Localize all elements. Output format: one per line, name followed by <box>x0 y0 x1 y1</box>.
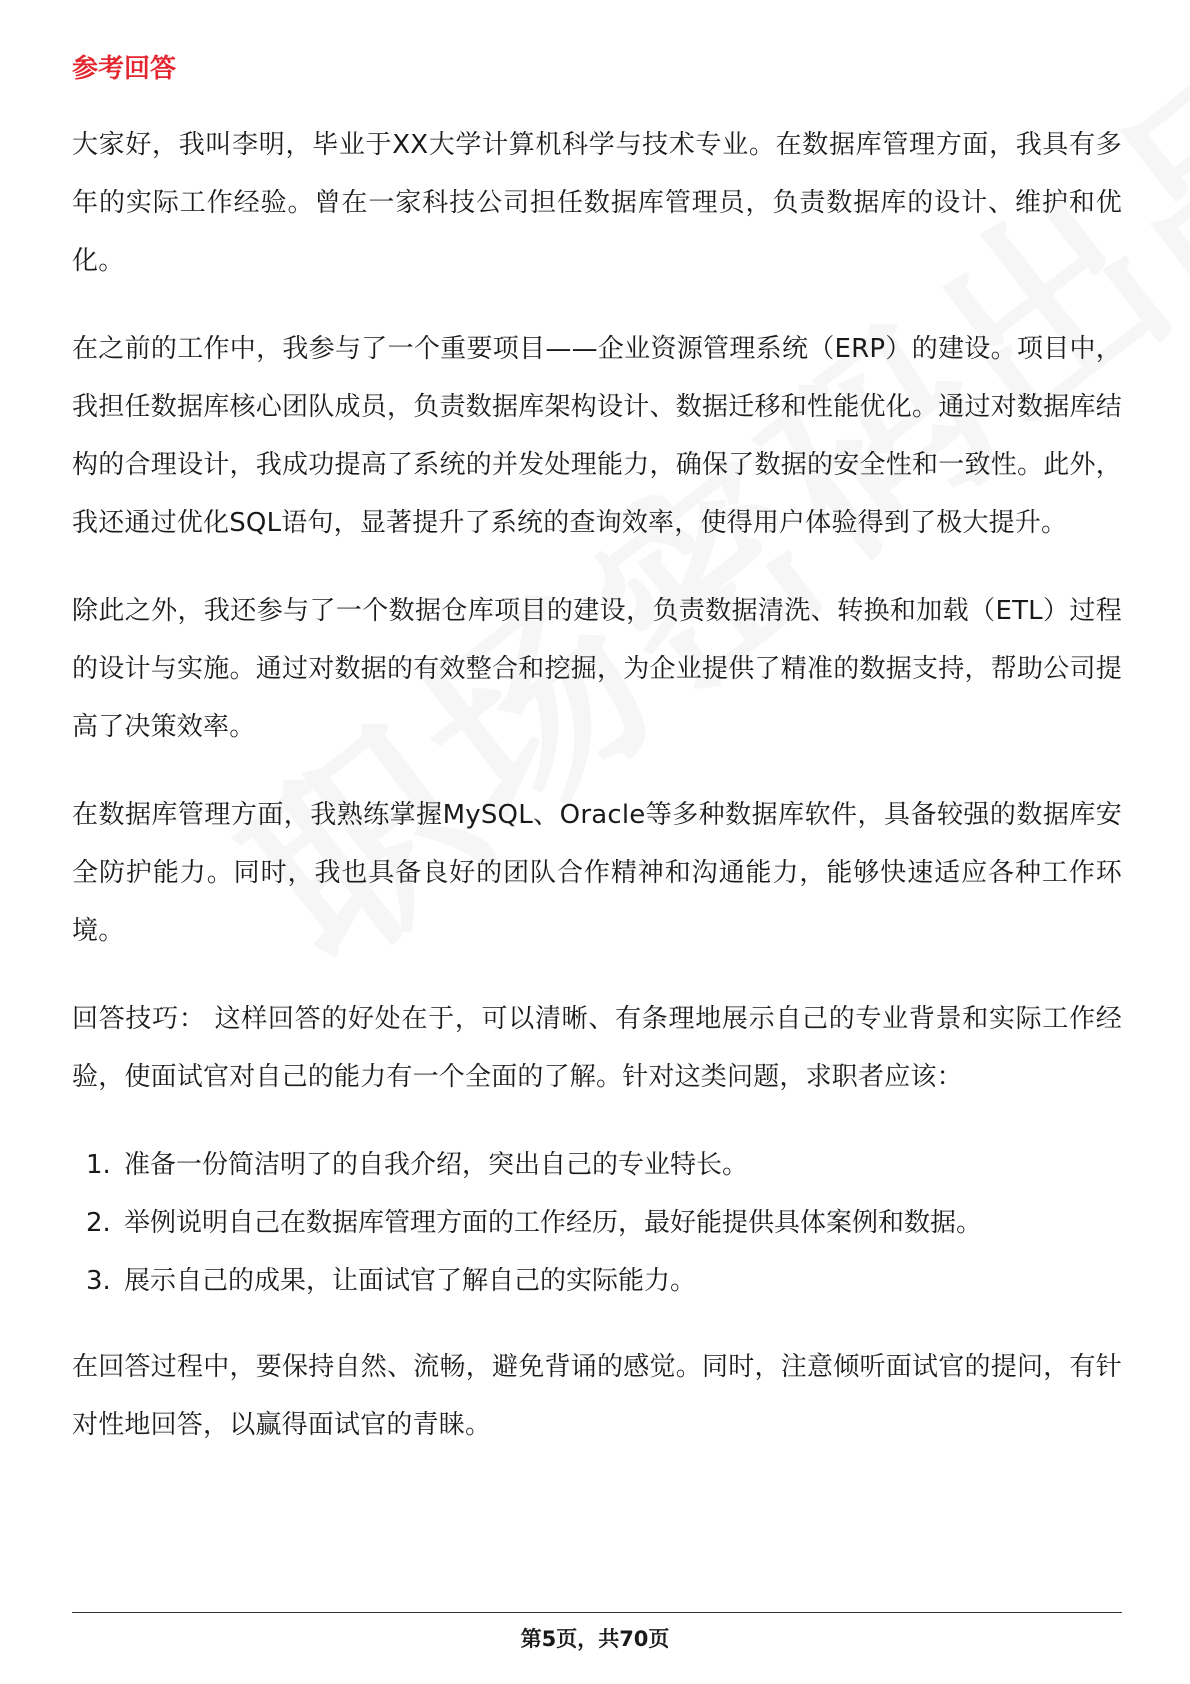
section-heading: 参考回答 <box>72 54 177 84</box>
paragraph-answer-tips: 回答技巧： 这样回答的好处在于，可以清晰、有条理地展示自己的专业背景和实际工作经验，使面试官对自己的能力有一个全面的了解。针对这类问题，求职者应该： <box>72 1004 1123 1092</box>
document-page <box>72 50 1122 1484</box>
paragraph-skills: 在数据库管理方面，我熟练掌握MySQL、Oracle等多种数据库软件，具备较强的数据库安全防护能力。同时，我也具备良好的团队合作精神和沟通能力，能够快速适应各种工作环境。 <box>72 800 1122 946</box>
list-item <box>72 1136 1122 1194</box>
list-item <box>72 1194 1122 1252</box>
footer-divider <box>72 1612 1122 1613</box>
list-item <box>72 1252 1122 1310</box>
list-item-text: 展示自己的成果，让面试官了解自己的实际能力。 <box>124 1266 697 1296</box>
paragraph-closing: 在回答过程中，要保持自然、流畅，避免背诵的感觉。同时，注意倾听面试官的提问，有针对性地回答，以赢得面试官的青睐。 <box>72 1352 1122 1440</box>
paragraph-erp-project: 在之前的工作中，我参与了一个重要项目——企业资源管理系统（ERP）的建设。项目中，我担任数据库核心团队成员，负责数据库架构设计、数据迁移和性能优化。通过对数据库结构的合理设计，我成功提高了系统的并发处理能力，确保了数据的安全性和一致性。此外，我还通过优化SQL语句，显著提升了系统的查询效率，使得用户体验得到了极大提升。 <box>72 334 1122 538</box>
list-item-number: 1. <box>86 1150 111 1180</box>
list-item-number: 2. <box>86 1208 111 1238</box>
paragraph-intro: 大家好，我叫李明，毕业于XX大学计算机科学与技术专业。在数据库管理方面，我具有多年的实际工作经验。曾在一家科技公司担任数据库管理员，负责数据库的设计、维护和优化。 <box>72 130 1122 276</box>
list-item-text: 准备一份简洁明了的自我介绍，突出自己的专业特长。 <box>124 1150 749 1180</box>
list-item-number: 3. <box>86 1266 111 1296</box>
tips-list <box>72 1136 1122 1310</box>
paragraph-etl-project: 除此之外，我还参与了一个数据仓库项目的建设，负责数据清洗、转换和加载（ETL）过程的设计与实施。通过对数据的有效整合和挖掘，为企业提供了精准的数据支持，帮助公司提高了决策效率。 <box>72 596 1122 742</box>
list-item-text: 举例说明自己在数据库管理方面的工作经历，最好能提供具体案例和数据。 <box>124 1208 983 1238</box>
page-number: 第5页，共70页 <box>520 1627 670 1651</box>
